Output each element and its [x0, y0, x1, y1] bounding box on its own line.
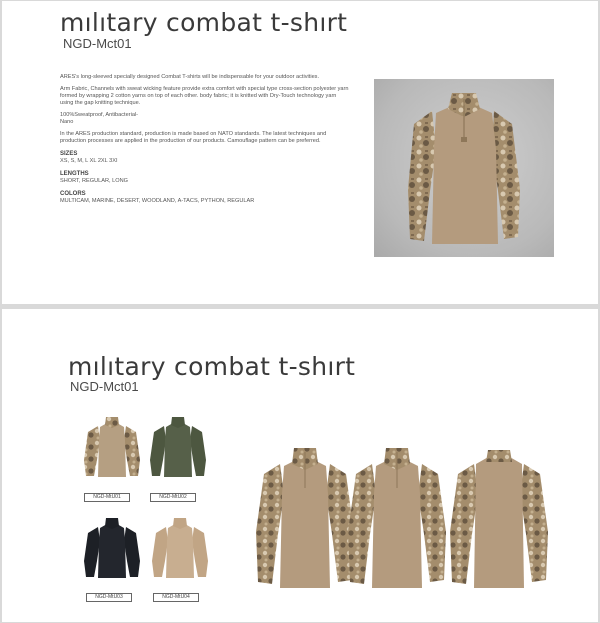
- shirt-thumbnail-image: [82, 416, 142, 478]
- catalog-page-2: [2, 309, 598, 622]
- variant-thumbnail: [148, 416, 208, 478]
- variant-thumbnail: [82, 517, 142, 579]
- variant-thumbnail: [82, 416, 142, 478]
- product-description: [60, 74, 350, 205]
- product-code: NGD-Mct01: [70, 379, 139, 394]
- page-title: mılıtary combat t-shırt: [60, 8, 348, 37]
- variant-code-label: NGD-MtU02: [150, 493, 196, 502]
- catalog-page-1: [2, 1, 598, 304]
- variant-thumbnail: [150, 517, 210, 579]
- page-title: mılıtary combat t-shırt: [68, 352, 356, 381]
- variant-code-label: NGD-MtU03: [86, 593, 132, 602]
- shirt-thumbnail-image: [150, 517, 210, 579]
- variant-code-label: NGD-MtU04: [153, 593, 199, 602]
- lengths-value: SHORT, REGULAR, LONG: [60, 178, 128, 184]
- shirt-thumbnail-image: [82, 517, 142, 579]
- shirt-back-view: [444, 442, 554, 592]
- sizes-value: XS, S, M, L XL 2XL 3XI: [60, 158, 118, 164]
- lengths-heading: LENGTHS: [60, 171, 89, 177]
- product-code: NGD-Mct01: [63, 36, 132, 51]
- colors-value: MULTICAM, MARINE, DESERT, WOODLAND, A-TACS, PYTHON, REGULAR: [60, 198, 255, 204]
- sizes-heading: SIZES: [60, 151, 78, 157]
- colors-heading: COLORS: [60, 191, 86, 197]
- variant-code-label: NGD-MtU01: [84, 493, 130, 502]
- shirt-side-view: [342, 442, 452, 592]
- description-paragraph: In the ARES production standard, production is made based on NATO standards. The latest techniques and production processes are applied in the production of our products. Camouflage pattern can be preferred.: [60, 131, 327, 144]
- shirt-image: [374, 79, 554, 257]
- description-paragraph: ARES's long-sleeved specially designed Combat T-shirts will be indispensable for your outdoor activities.: [60, 74, 320, 80]
- description-paragraph: 100%Sweatproof, Antibacterial- Nano: [60, 112, 139, 125]
- hero-product-photo: [374, 79, 554, 257]
- description-paragraph: Arm Fabric, Channels with sweat wicking feature provide extra comfort with special type cross-section polyester yarn formed by wrapping 2 cotton yarns on top of each other. body fabric; it is knitted with Dry-Touch technology yarn using the gap knitting technique.: [60, 86, 349, 106]
- shirt-thumbnail-image: [148, 416, 208, 478]
